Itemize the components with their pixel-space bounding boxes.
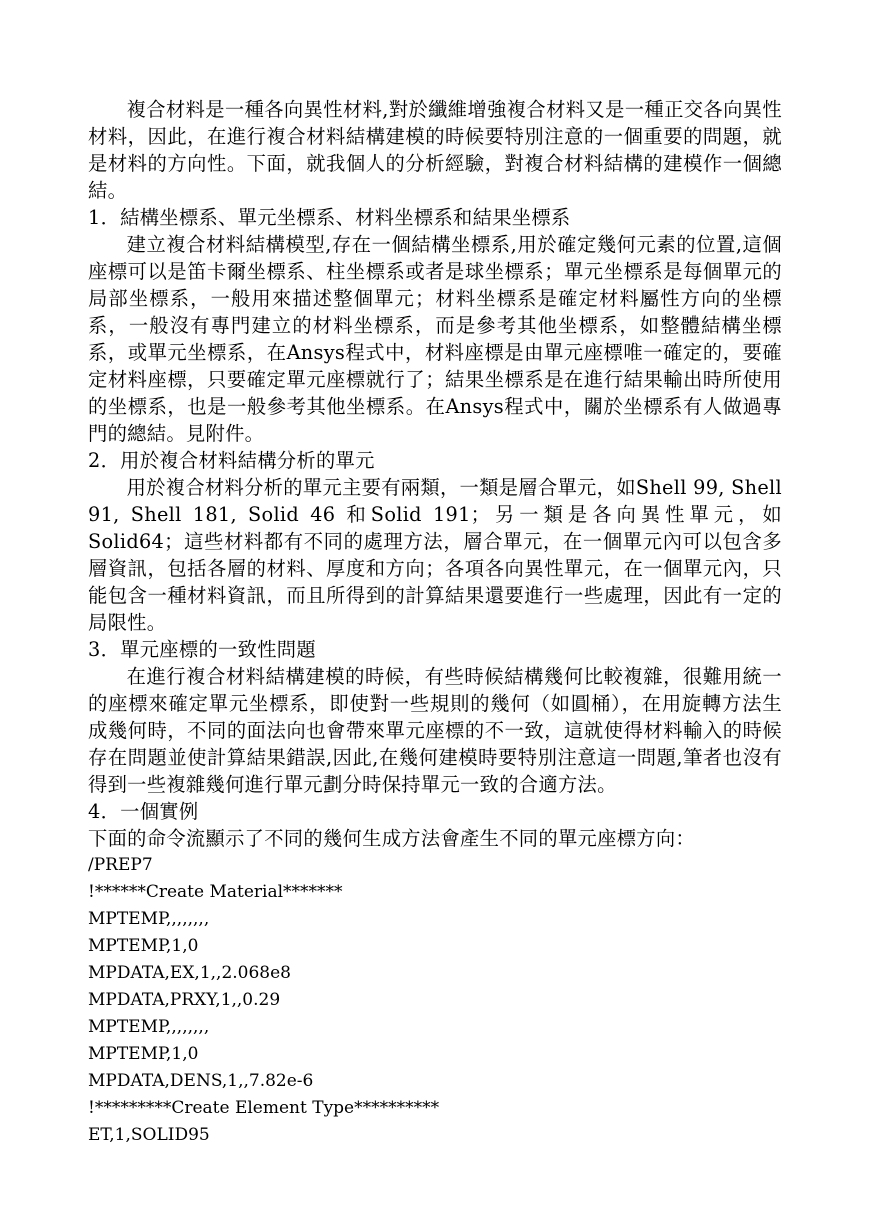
- command-stream: [88, 852, 782, 1149]
- section-1-heading: 1．結構坐標系、單元坐標系、材料坐標系和結果坐標系: [88, 206, 571, 229]
- section-2-heading: 2．用於複合材料結構分析的單元: [88, 449, 375, 472]
- code-line: MPTEMP,1,0: [88, 936, 199, 956]
- section-1-body: 建立複合材料結構模型,存在一個結構坐標系,用於確定幾何元素的位置,這個座標可以是笛卡爾坐標系、柱坐標系或者是球坐標系；單元坐標系是每個單元的局部坐標系，一般用來描述整個單元；材料坐標系是確定材料屬性方向的坐標系，一般沒有專門建立的材料坐標系，而是參考其他坐標系，如整體結構坐標系，或單元坐標系，在Ansys程式中，材料座標是由單元座標唯一確定的，要確定材料座標，只要確定單元座標就行了；結果坐標系是在進行結果輸出時所使用的坐標系，也是一般參考其他坐標系。在Ansys程式中，關於坐標系有人做過專門的總結。見附件。: [88, 233, 782, 445]
- code-line: MPDATA,DENS,1,,7.82e-6: [88, 1071, 314, 1091]
- section-2-body: 用於複合材料分析的單元主要有兩類，一類是層合單元，如Shell 99, Shell 91, Shell 181, Solid 46 和Solid 191；另一類是各向異性單元，如Solid64；這些材料都有不同的處理方法，層合單元，在一個單元內可以包含多層資訊，包括各層的材料、厚度和方向；各項各向異性單元，在一個單元內，只能包含一種材料資訊，而且所得到的計算結果還要進行一些處理，因此有一定的局限性。: [88, 476, 782, 634]
- code-line: /PREP7: [88, 855, 153, 875]
- document-page: [88, 96, 782, 1149]
- intro-paragraph: 複合材料是一種各向異性材料,對於纖維增強複合材料又是一種正交各向異性材料，因此，在進行複合材料結構建模的時候要特別注意的一個重要的問題，就是材料的方向性。下面，就我個人的分析經驗，對複合材料結構的建模作一個總結。: [88, 98, 782, 202]
- code-line: ET,1,SOLID95: [88, 1125, 210, 1145]
- code-line: !*********Create Element Type**********: [88, 1098, 440, 1118]
- code-line: MPDATA,PRXY,1,,0.29: [88, 990, 281, 1010]
- section-3-heading: 3．單元座標的一致性問題: [88, 638, 316, 661]
- code-line: MPTEMP,,,,,,,,: [88, 909, 210, 929]
- code-line: MPTEMP,,,,,,,,: [88, 1017, 210, 1037]
- section-4-intro: 下面的命令流顯示了不同的幾何生成方法會產生不同的單元座標方向：: [88, 827, 696, 850]
- code-line: MPTEMP,1,0: [88, 1044, 199, 1064]
- code-line: !******Create Material*******: [88, 882, 343, 902]
- section-3-body: 在進行複合材料結構建模的時候，有些時候結構幾何比較複雜，很難用統一的座標來確定單元坐標系，即使對一些規則的幾何（如圓桶），在用旋轉方法生成幾何時，不同的面法向也會帶來單元座標的不一致，這就使得材料輸入的時候存在問題並使計算結果錯誤,因此,在幾何建模時要特別注意這一問題,筆者也沒有得到一些複雜幾何進行單元劃分時保持單元一致的合適方法。: [88, 665, 782, 796]
- section-4-heading: 4．一個實例: [88, 800, 199, 823]
- code-line: MPDATA,EX,1,,2.068e8: [88, 963, 291, 983]
